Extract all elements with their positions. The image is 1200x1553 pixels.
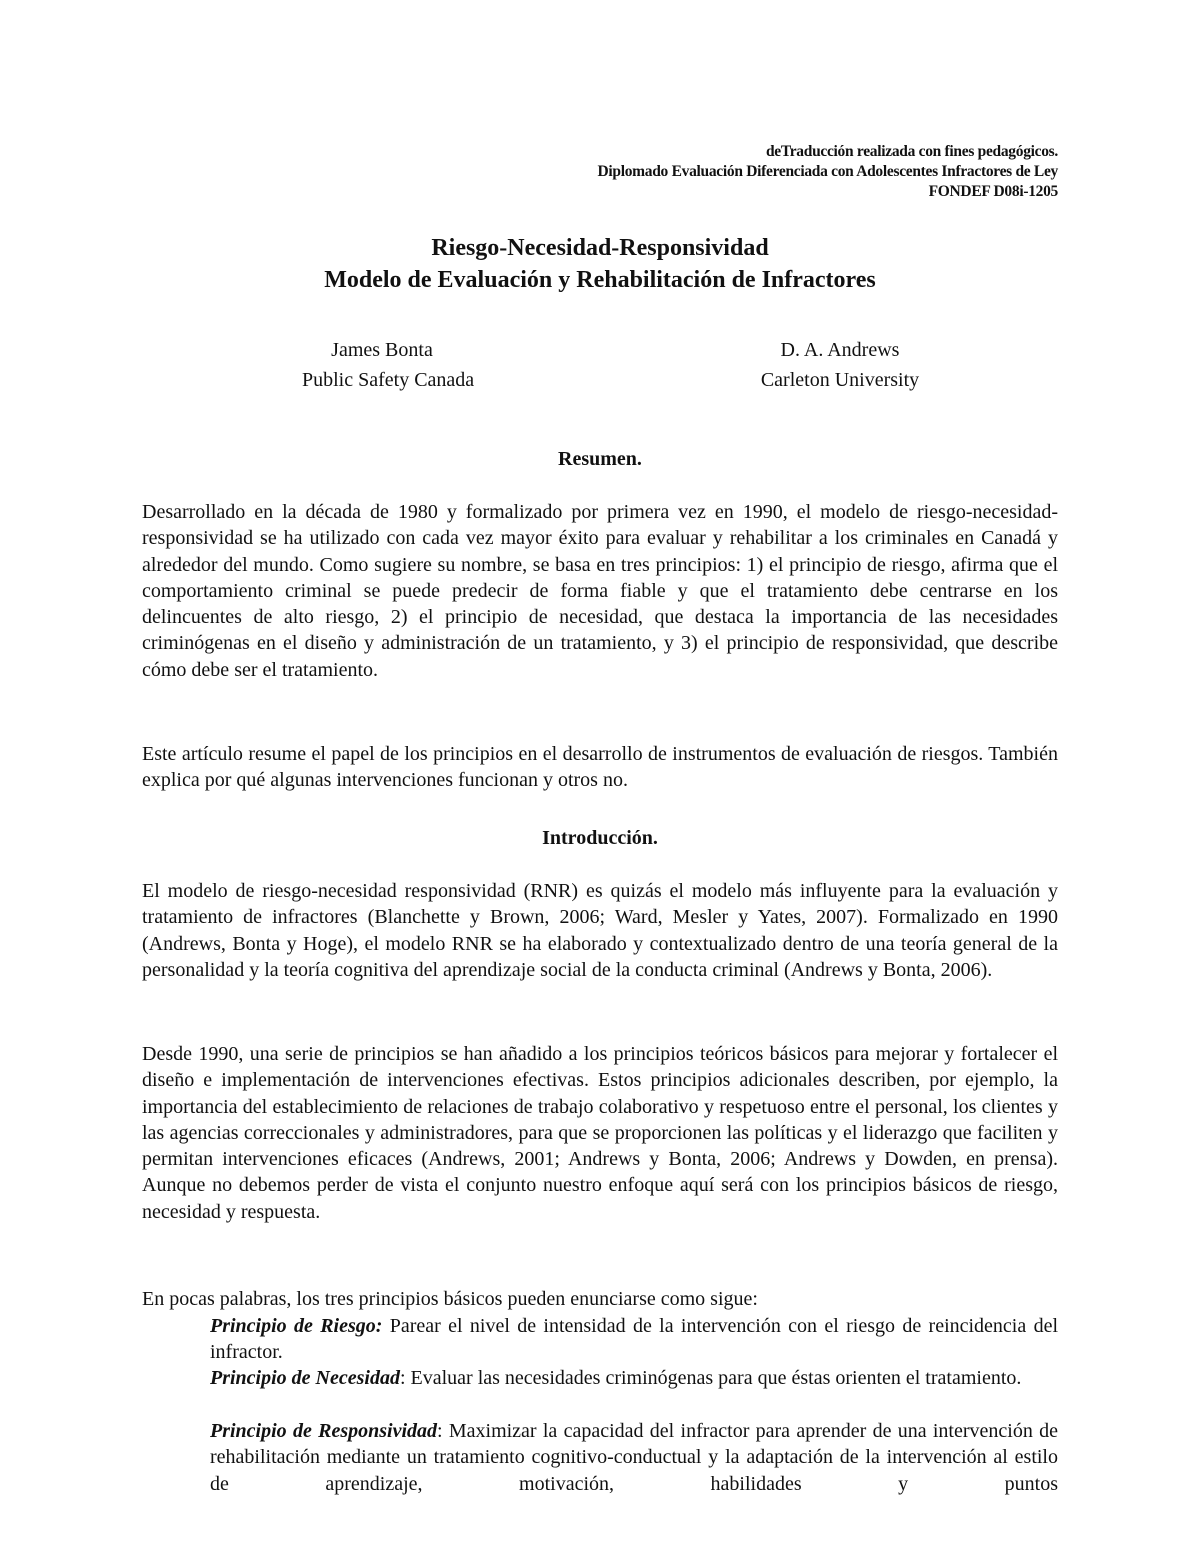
title-line-2: Modelo de Evaluación y Rehabilitación de Infractores [324,267,876,293]
introduction-paragraph-2: Desde 1990, una serie de principios se han añadido a los principios teóricos básicos para mejorar y fortalecer el diseño e implementación de intervenciones efectivas. Estos principios adicionales describen, por ejemplo, la importancia del establecimiento de relaciones de trabajo colaborativo y respetuoso entre el personal, los clientes y las agencias correccionales y administradores, para que se proporcionen las políticas y el liderazgo que faciliten y permitan intervenciones eficaces (Andrews, 2001; Andrews y Bonta, 2006; Andrews y Dowden, en prensa). Aunque no debemos perder de vista el conjunto nuestro enfoque aquí será con los principios básicos de riesgo, necesidad y respuesta. [142,1043,1058,1223]
diploma-note-line: Diplomado Evaluación Diferenciada con Adolescentes Infractores de Ley [597,163,1058,180]
principle-responsivity [210,1418,1058,1497]
abstract-heading: Resumen. [558,448,642,470]
principle-text: : Maximizar la capacidad del infractor para aprender de una intervención de rehabilitación mediante un tratamiento cognitivo-conductual y la adaptación de la intervención al estilo de aprendizaje, motivación, habilidades y puntos [210,1420,1058,1495]
author-affiliation: Carleton University [760,369,920,391]
principle-label: Principio de Responsividad [210,1420,438,1442]
principle-label: Principio de Riesgo: [210,1315,383,1337]
principle-label: Principio de Necesidad [210,1367,400,1389]
translation-note [598,142,1059,202]
introduction-heading: Introducción. [542,827,658,849]
principle-need [210,1365,1058,1391]
author-andrews [710,335,970,395]
abstract-paragraph-1: Desarrollado en la década de 1980 y formalizado por primera vez en 1990, el modelo de riesgo-necesidad-responsividad se ha utilizado con cada vez mayor éxito para evaluar y rehabilitar a los criminales en Canadá y alrededor del mundo. Como sugiere su nombre, se basa en tres principios: 1) el principio de riesgo, afirma que el comportamiento criminal se puede predecir de forma fiable y que el tratamiento debe centrarse en los delincuentes de alto riesgo, 2) el principio de necesidad, que destaca la importancia de las necesidades criminógenas en el diseño y administración de un tratamiento, y 3) el principio de responsividad, que describe cómo debe ser el tratamiento. [142,501,1058,681]
principle-text: : Evaluar las necesidades criminógenas para que éstas orienten el tratamiento. [399,1367,1022,1389]
author-name: D. A. Andrews [780,339,900,361]
principle-text: Parear el nivel de intensidad de la intervención con el riesgo de reincidencia del infractor. [210,1315,1058,1364]
principles-intro: En pocas palabras, los tres principios básicos pueden enunciarse como sigue: [142,1288,758,1310]
authors-block [142,335,1058,395]
author-name: James Bonta [331,339,433,361]
fondef-code-line: FONDEF D08i-1205 [928,183,1058,200]
author-affiliation: Public Safety Canada [302,369,475,391]
translation-note-line: deTraducción realizada con fines pedagógicos. [765,143,1058,160]
title-line-1: Riesgo-Necesidad-Responsividad [431,235,769,261]
abstract-paragraph-2: Este artículo resume el papel de los principios en el desarrollo de instrumentos de evaluación de riesgos. También explica por qué algunas intervenciones funcionan y otros no. [142,743,1058,792]
author-bonta [302,335,475,395]
principle-risk [210,1313,1058,1366]
document-title [142,232,1058,296]
introduction-paragraph-1: El modelo de riesgo-necesidad responsividad (RNR) es quizás el modelo más influyente para la evaluación y tratamiento de infractores (Blanchette y Brown, 2006; Ward, Mesler y Yates, 2007). Formalizado en 1990 (Andrews, Bonta y Hoge), el modelo RNR se ha elaborado y contextualizado dentro de una teoría general de la personalidad y la teoría cognitiva del aprendizaje social de la conducta criminal (Andrews y Bonta, 2006). [142,880,1058,981]
